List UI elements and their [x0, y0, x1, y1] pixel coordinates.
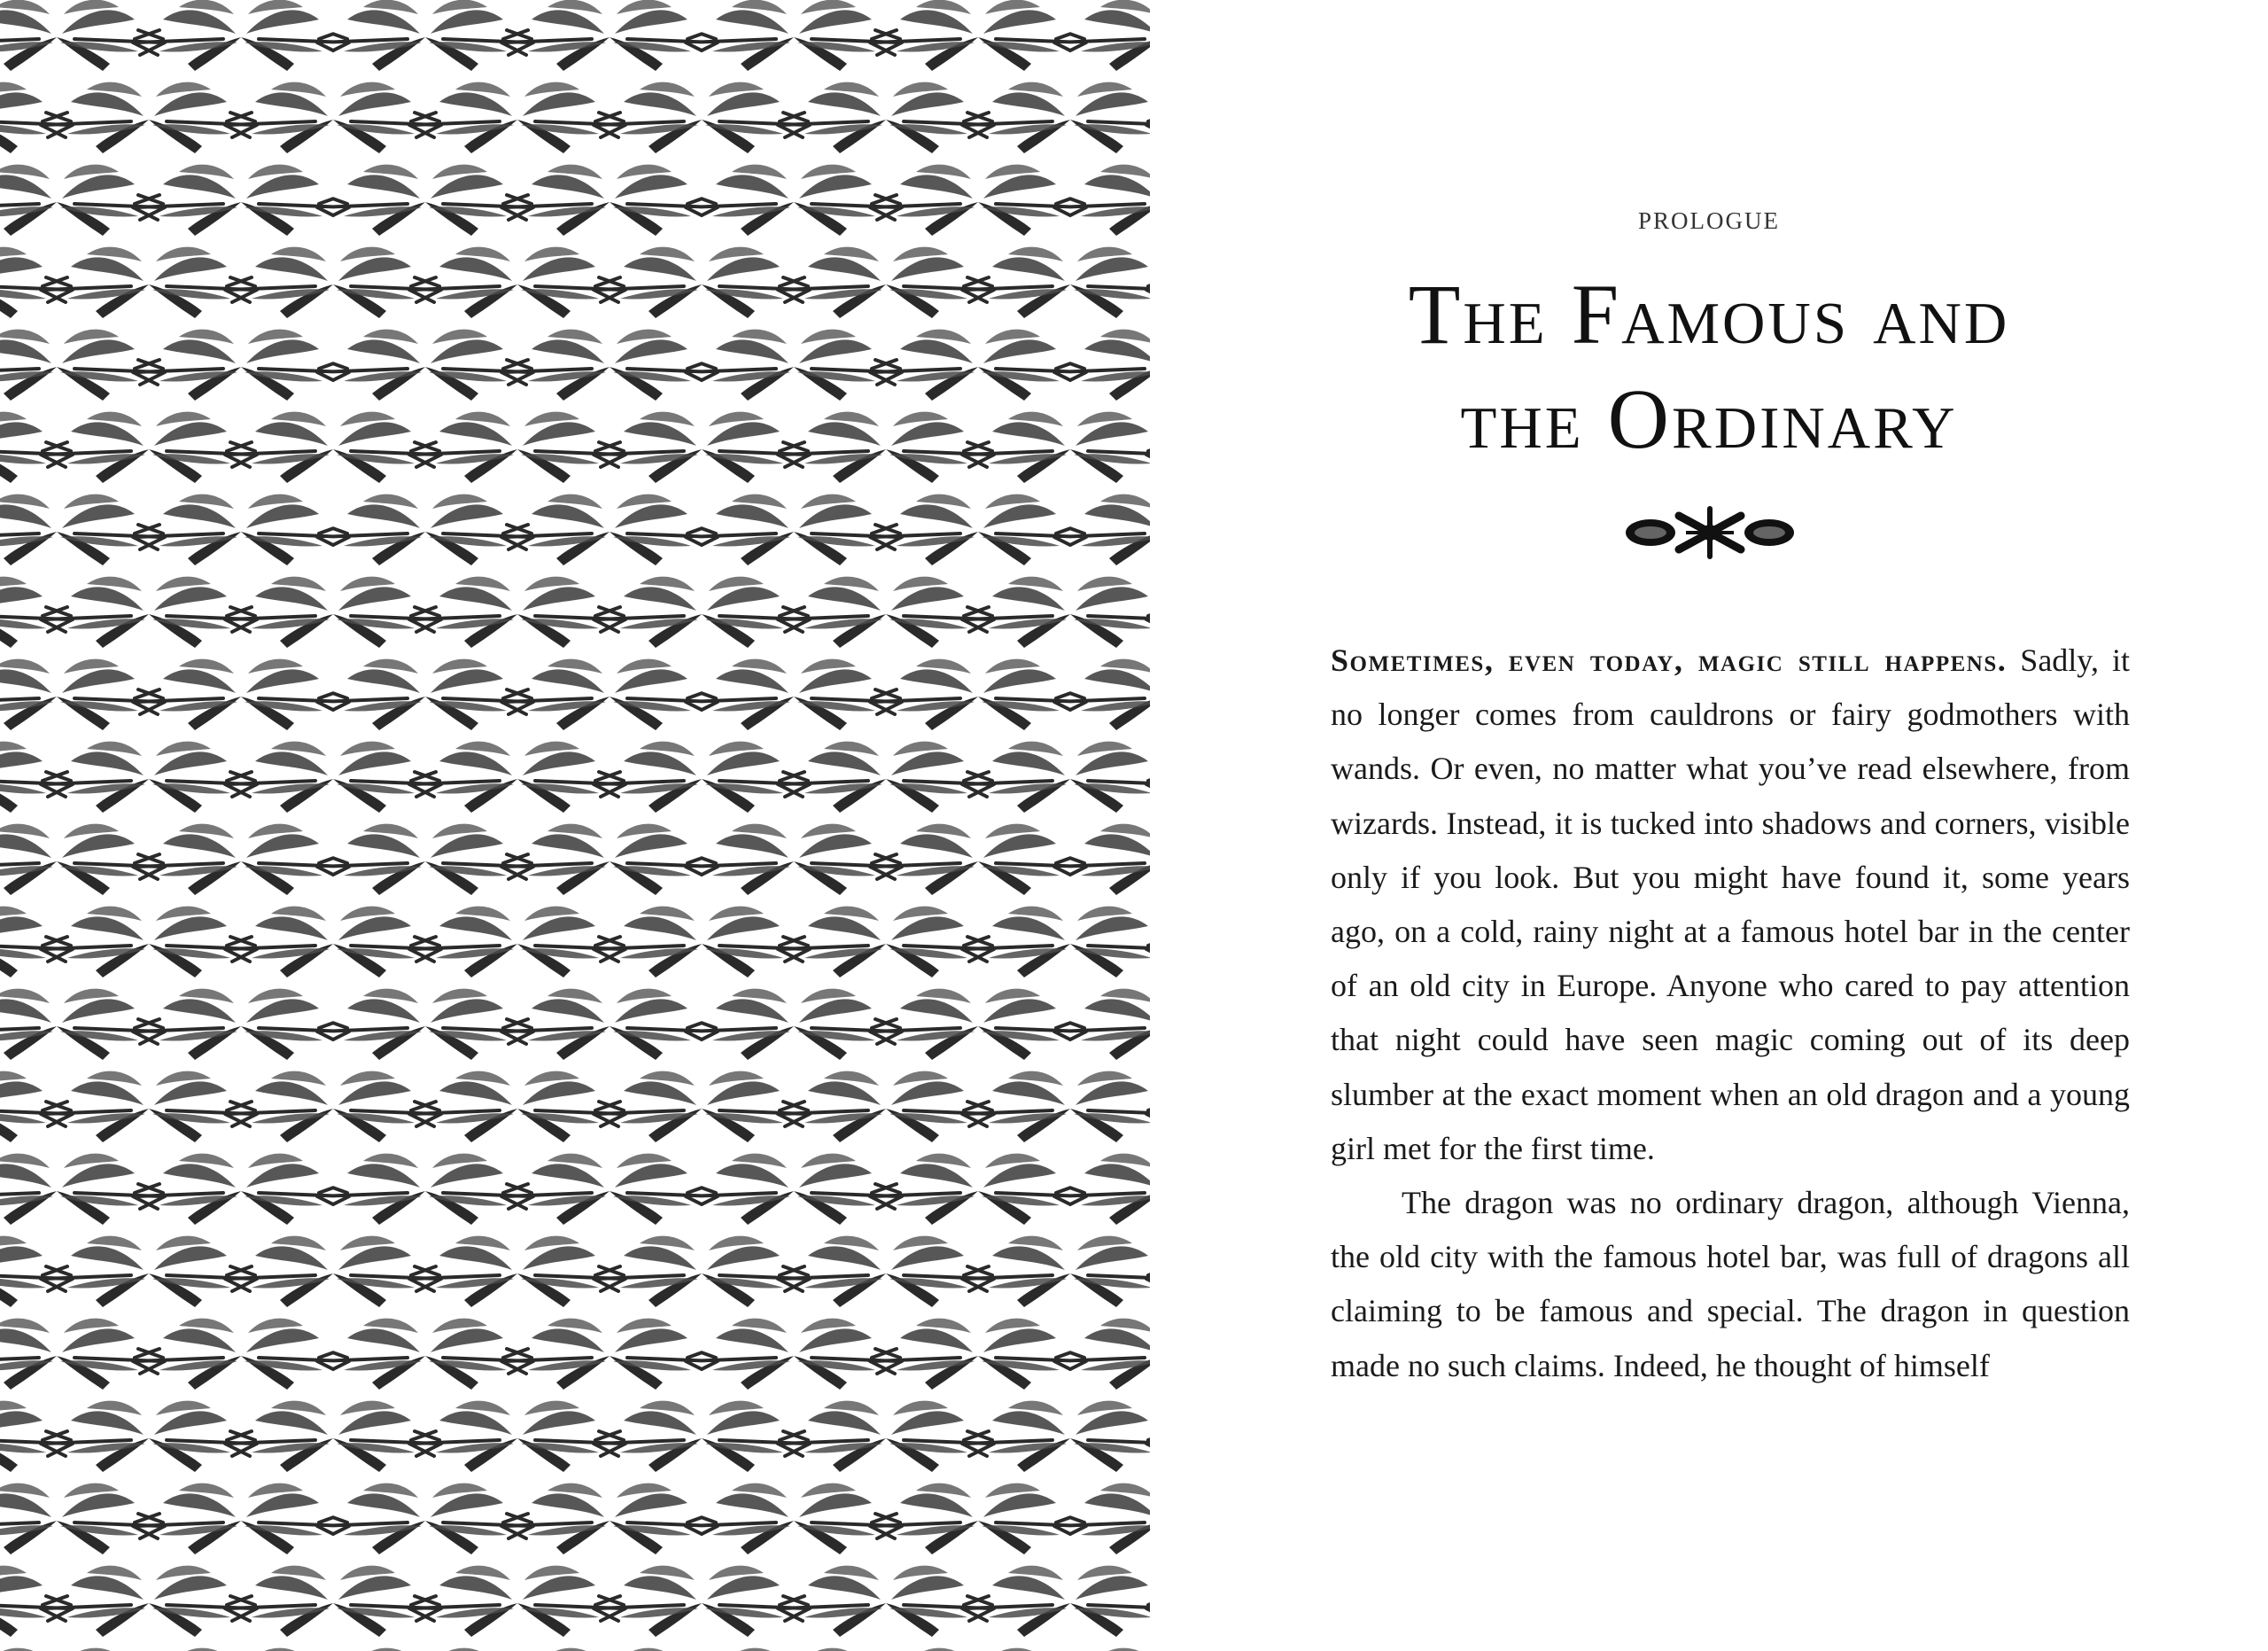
chapter-title-line-2: the Ordinary: [1460, 371, 1958, 466]
chapter-kicker: PROLOGUE: [1637, 207, 1780, 234]
prologue-text: [1331, 634, 2130, 1393]
paragraph-1: [1331, 634, 2130, 1176]
chapter-title-line-1: The Famous and: [1408, 267, 2010, 362]
paragraph-1-lead: Sometimes, even today, magic still happens.: [1331, 642, 2008, 678]
leaf-ornament-icon: [1624, 505, 1796, 560]
paragraph-1-rest: Sadly, it no longer comes from cauldrons or fairy godmothers with wands. Or even, no matter what you’ve read elsewhere, from wizards. Instead, it is tucked into shadows and corners, visible only if you look. But you might have found it, some years ago, on a cold, rainy night at a famous hotel bar in the center of an old city in Europe. Anyone who cared to pay attention that night could have seen magic coming out of its deep slumber at the exact moment when an old dragon and a young girl met for the first time.: [1331, 642, 2131, 1166]
prologue-page: [1150, 0, 2268, 1651]
chapter-title: [1150, 262, 2268, 471]
paragraph-2: The dragon was no ordinary dragon, although Vienna, the old city with the famous hotel bar, was full of dragons all claiming to be famous and special. The dragon in question made no such claims. Indeed, he thought of himself: [1331, 1185, 2130, 1383]
